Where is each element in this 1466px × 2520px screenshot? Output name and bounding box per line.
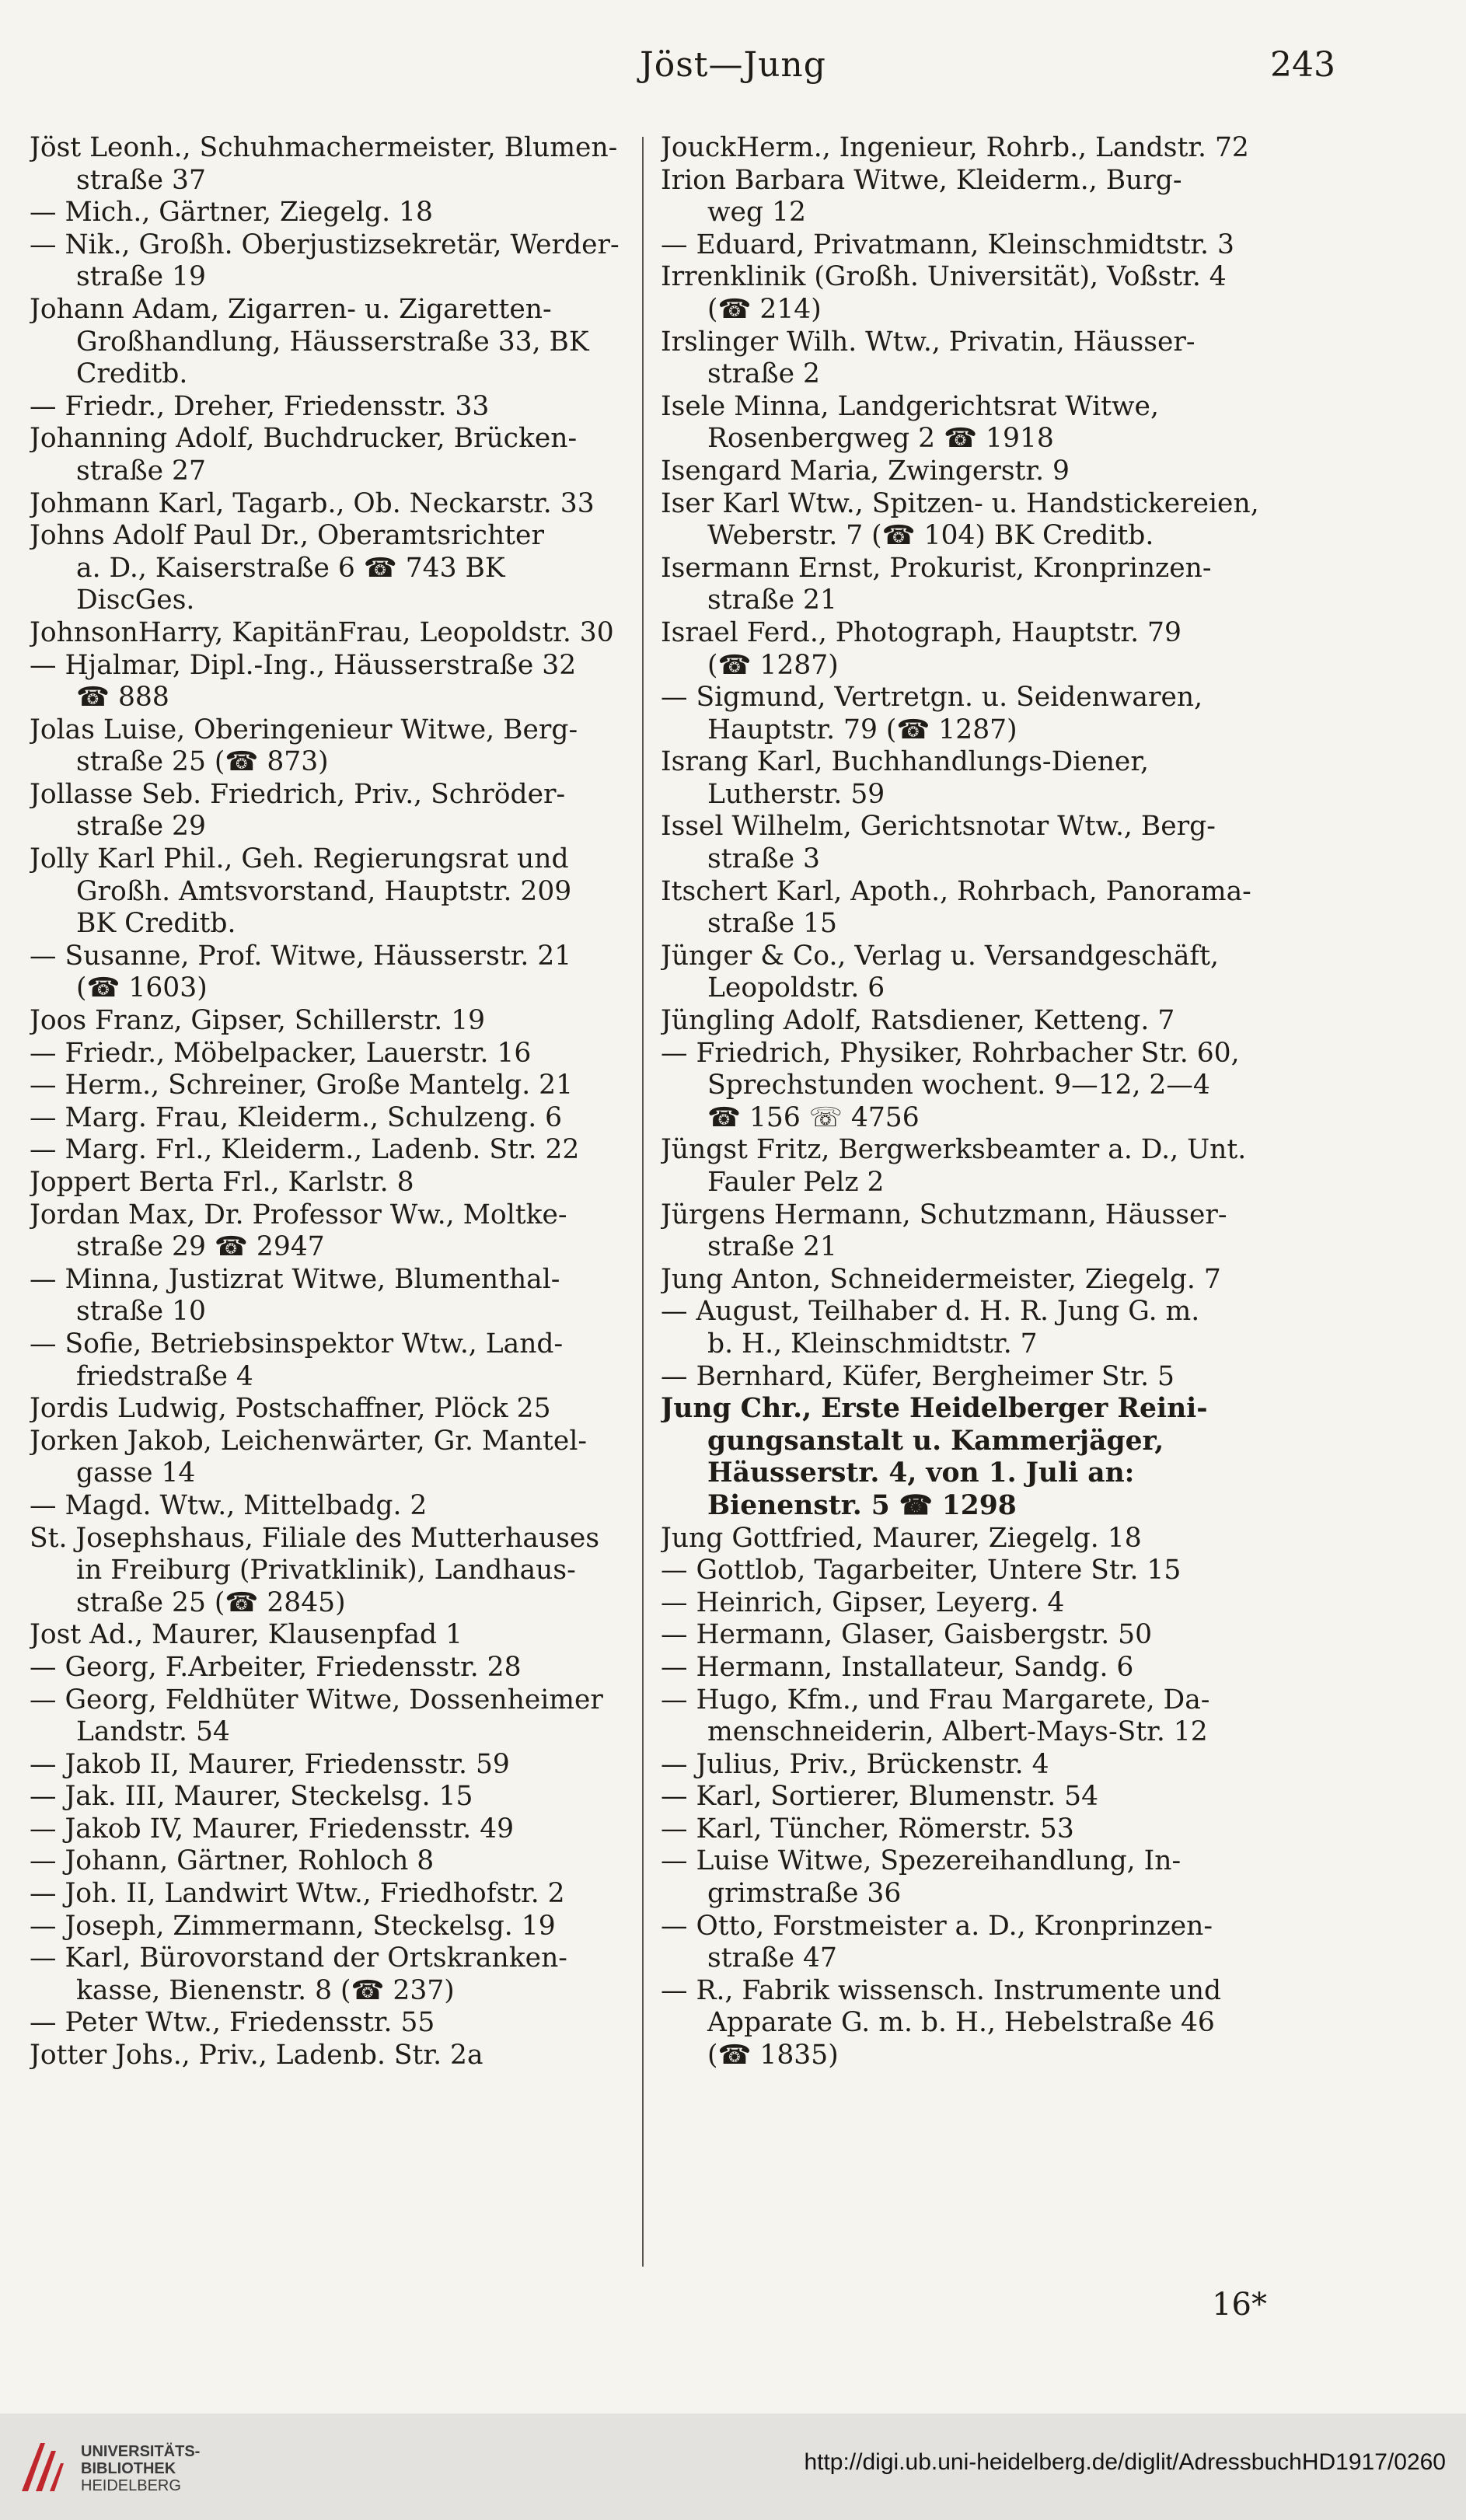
entry-continuation-line: Lutherstr. 59 — [707, 778, 885, 810]
directory-entry-line: — Hermann, Installateur, Sandg. 6 — [661, 1651, 1134, 1683]
directory-entry-line: Israel Ferd., Photograph, Hauptstr. 79 — [661, 616, 1182, 648]
directory-entry-line: — Sofie, Betriebsinspektor Wtw., Land- — [30, 1328, 564, 1359]
directory-entry-line: — Friedr., Möbelpacker, Lauerstr. 16 — [30, 1037, 532, 1069]
directory-entry-line: — Friedr., Dreher, Friedensstr. 33 — [30, 390, 490, 422]
directory-entry-line: — Marg. Frl., Kleiderm., Ladenb. Str. 22 — [30, 1134, 580, 1166]
directory-entry-line: — Karl, Bürovorstand der Ortskranken- — [30, 1942, 567, 1974]
directory-entry-line: Joos Franz, Gipser, Schillerstr. 19 — [30, 1005, 486, 1037]
entry-continuation-line: Fauler Pelz 2 — [707, 1167, 885, 1198]
directory-entry-line: Jung Gottfried, Maurer, Ziegelg. 18 — [661, 1522, 1142, 1554]
directory-entry-line: Iser Karl Wtw., Spitzen- u. Handstickereien, — [661, 487, 1259, 519]
sheet-signature: 16* — [1212, 2287, 1267, 2323]
directory-entry-line: — Peter Wtw., Friedensstr. 55 — [30, 2007, 435, 2039]
directory-entry-line: Jüngst Fritz, Bergwerksbeamter a. D., Unt. — [661, 1134, 1247, 1166]
page-header — [0, 45, 1466, 95]
directory-entry-line: Jolly Karl Phil., Geh. Regierungsrat und — [30, 843, 569, 875]
directory-entry-line: Irion Barbara Witwe, Kleiderm., Burg- — [661, 164, 1182, 196]
directory-entry-line: — Mich., Gärtner, Ziegelg. 18 — [30, 197, 433, 229]
page-number: 243 — [1270, 45, 1335, 85]
directory-entry-line: Israng Karl, Buchhandlungs-Diener, — [661, 746, 1150, 778]
directory-entry-line: — Marg. Frau, Kleiderm., Schulzeng. 6 — [30, 1101, 563, 1133]
directory-entry-line: — Georg, F.Arbeiter, Friedensstr. 28 — [30, 1651, 522, 1683]
directory-entry-line: — Nik., Großh. Oberjustizsekretär, Werder- — [30, 229, 620, 260]
directory-entry-line: — Johann, Gärtner, Rohloch 8 — [30, 1845, 435, 1877]
column-divider — [642, 137, 644, 2267]
entry-continuation-line: straße 10 — [76, 1296, 206, 1328]
entry-continuation-line: straße 3 — [707, 843, 821, 875]
directory-entry-line: — Jak. III, Maurer, Steckelsg. 15 — [30, 1781, 473, 1813]
entry-continuation-line: straße 29 — [76, 811, 206, 843]
directory-entry-line: — Heinrich, Gipser, Leyerg. 4 — [661, 1586, 1065, 1618]
directory-entry-line: Johns Adolf Paul Dr., Oberamtsrichter — [30, 520, 544, 552]
entry-continuation-line: straße 21 — [707, 585, 837, 616]
directory-entry-line: — August, Teilhaber d. H. R. Jung G. m. — [661, 1296, 1200, 1328]
directory-entry-line: Johanning Adolf, Buchdrucker, Brücken- — [30, 423, 578, 455]
directory-entry-line: JohnsonHarry, KapitänFrau, Leopoldstr. 30 — [30, 616, 614, 648]
directory-entry-line: — Minna, Justizrat Witwe, Blumenthal- — [30, 1263, 560, 1295]
directory-entry-line: — Luise Witwe, Spezereihandlung, In- — [661, 1845, 1182, 1877]
entry-continuation-line: menschneiderin, Albert-Mays-Str. 12 — [707, 1716, 1208, 1748]
entry-continuation-line: gungsanstalt u. Kammerjäger, — [707, 1425, 1164, 1457]
directory-entry-line: Itschert Karl, Apoth., Rohrbach, Panorama- — [661, 875, 1251, 907]
directory-entry-line: — Otto, Forstmeister a. D., Kronprinzen- — [661, 1910, 1213, 1942]
directory-entry-line: — Joh. II, Landwirt Wtw., Friedhofstr. 2 — [30, 1878, 565, 1910]
right-column — [661, 132, 1259, 2072]
entry-continuation-line: straße 19 — [76, 261, 206, 293]
directory-entry-line: — Jakob II, Maurer, Friedensstr. 59 — [30, 1748, 510, 1780]
directory-entry-line: Isele Minna, Landgerichtsrat Witwe, — [661, 390, 1159, 422]
directory-entry-line: Jollasse Seb. Friedrich, Priv., Schröder- — [30, 778, 566, 810]
directory-entry-line: Issel Wilhelm, Gerichtsnotar Wtw., Berg- — [661, 811, 1216, 843]
directory-entry-line: Jung Anton, Schneidermeister, Ziegelg. 7 — [661, 1263, 1221, 1295]
logo-line-1: UNIVERSITÄTS- — [81, 2443, 201, 2460]
directory-entry-line: JouckHerm., Ingenieur, Rohrb., Landstr. 72 — [661, 132, 1249, 163]
directory-entry-line: — Joseph, Zimmermann, Steckelsg. 19 — [30, 1910, 556, 1942]
logo-line-3: HEIDELBERG — [81, 2477, 181, 2494]
entry-continuation-line: straße 27 — [76, 455, 206, 487]
directory-entry-line: Joppert Berta Frl., Karlstr. 8 — [30, 1167, 414, 1198]
directory-entry-line: — Karl, Sortierer, Blumenstr. 54 — [661, 1781, 1099, 1813]
directory-entry-line: — Magd. Wtw., Mittelbadg. 2 — [30, 1489, 428, 1521]
directory-entry-line: Isermann Ernst, Prokurist, Kronprinzen- — [661, 552, 1212, 584]
entry-continuation-line: (☎ 1603) — [76, 972, 208, 1004]
entry-continuation-line: straße 37 — [76, 164, 206, 196]
entry-continuation-line: ☎ 156 ☏ 4756 — [707, 1101, 920, 1133]
directory-entry-line: Irslinger Wilh. Wtw., Privatin, Häusser- — [661, 326, 1195, 358]
directory-entry-line: — Gottlob, Tagarbeiter, Untere Str. 15 — [661, 1555, 1182, 1586]
entry-continuation-line: Creditb. — [76, 358, 188, 390]
directory-entry-line: Jüngling Adolf, Ratsdiener, Ketteng. 7 — [661, 1005, 1175, 1037]
directory-entry-line: — Jakob IV, Maurer, Friedensstr. 49 — [30, 1813, 515, 1845]
entry-continuation-line: Leopoldstr. 6 — [707, 972, 885, 1004]
directory-entry-line: Jost Ad., Maurer, Klausenpfad 1 — [30, 1619, 463, 1651]
directory-entry-line: Johmann Karl, Tagarb., Ob. Neckarstr. 33 — [30, 487, 595, 519]
directory-entry-line: Irrenklinik (Großh. Universität), Voßstr. 4 — [661, 261, 1227, 293]
directory-entry-line: St. Josephshaus, Filiale des Mutterhauses — [30, 1522, 600, 1554]
directory-entry-line: — Eduard, Privatmann, Kleinschmidtstr. 3 — [661, 229, 1234, 260]
entry-continuation-line: straße 15 — [707, 908, 837, 940]
directory-entry-line: — Herm., Schreiner, Große Mantelg. 21 — [30, 1070, 574, 1101]
directory-entry-line: — Julius, Priv., Brückenstr. 4 — [661, 1748, 1049, 1780]
library-logo-icon — [17, 2437, 65, 2497]
entry-continuation-line: kasse, Bienenstr. 8 (☎ 237) — [76, 1974, 455, 2006]
directory-entry-line: — R., Fabrik wissensch. Instrumente und — [661, 1974, 1222, 2006]
directory-entry-line: Jung Chr., Erste Heidelberger Reini- — [661, 1393, 1208, 1425]
entry-continuation-line: DiscGes. — [76, 585, 195, 616]
directory-entry-line: Jürgens Hermann, Schutzmann, Häusser- — [661, 1199, 1227, 1230]
entry-continuation-line: Großh. Amtsvorstand, Hauptstr. 209 — [76, 875, 572, 907]
entry-continuation-line: Apparate G. m. b. H., Hebelstraße 46 — [707, 2007, 1215, 2039]
directory-entry-line: Jolas Luise, Oberingenieur Witwe, Berg- — [30, 714, 578, 745]
entry-continuation-line: Hauptstr. 79 (☎ 1287) — [707, 714, 1017, 745]
directory-entry-line: — Georg, Feldhüter Witwe, Dossenheimer — [30, 1684, 603, 1715]
footer-bar — [0, 2414, 1466, 2520]
entry-continuation-line: in Freiburg (Privatklinik), Landhaus- — [76, 1555, 576, 1586]
directory-entry-line: Jordan Max, Dr. Professor Ww., Moltke- — [30, 1199, 567, 1230]
entry-continuation-line: BK Creditb. — [76, 908, 236, 940]
running-title: Jöst—Jung — [640, 45, 826, 85]
source-url-link[interactable]: http://digi.ub.uni-heidelberg.de/diglit/AdressbuchHD1917/0260 — [804, 2449, 1446, 2475]
directory-entry-line: Isengard Maria, Zwingerstr. 9 — [661, 455, 1070, 487]
directory-entry-line: — Susanne, Prof. Witwe, Häusserstr. 21 — [30, 940, 572, 972]
entry-continuation-line: ☎ 888 — [76, 682, 169, 714]
directory-entry-line: Jorken Jakob, Leichenwärter, Gr. Mantel- — [30, 1425, 588, 1457]
directory-entry-line: — Hugo, Kfm., und Frau Margarete, Da- — [661, 1684, 1210, 1715]
entry-continuation-line: straße 29 ☎ 2947 — [76, 1231, 325, 1263]
entry-continuation-line: straße 25 (☎ 873) — [76, 746, 329, 778]
entry-continuation-line: b. H., Kleinschmidtstr. 7 — [707, 1328, 1038, 1359]
entry-continuation-line: gasse 14 — [76, 1457, 196, 1489]
entry-continuation-line: straße 25 (☎ 2845) — [76, 1586, 346, 1618]
entry-continuation-line: Großhandlung, Häusserstraße 33, BK — [76, 326, 589, 358]
entry-continuation-line: friedstraße 4 — [76, 1360, 253, 1392]
directory-entry-line: Jotter Johs., Priv., Ladenb. Str. 2a — [30, 2040, 483, 2071]
entry-continuation-line: (☎ 1835) — [707, 2040, 839, 2071]
directory-entry-line: Johann Adam, Zigarren- u. Zigaretten- — [30, 293, 552, 325]
entry-continuation-line: Rosenbergweg 2 ☎ 1918 — [707, 423, 1054, 455]
directory-entry-line: — Sigmund, Vertretgn. u. Seidenwaren, — [661, 682, 1203, 714]
entry-continuation-line: weg 12 — [707, 197, 806, 229]
directory-entry-line: — Hermann, Glaser, Gaisbergstr. 50 — [661, 1619, 1153, 1651]
directory-entry-line: — Karl, Tüncher, Römerstr. 53 — [661, 1813, 1074, 1845]
left-column — [30, 132, 628, 2072]
entry-continuation-line: (☎ 1287) — [707, 649, 839, 681]
directory-entry-line: — Friedrich, Physiker, Rohrbacher Str. 60, — [661, 1037, 1240, 1069]
entry-continuation-line: a. D., Kaiserstraße 6 ☎ 743 BK — [76, 552, 505, 584]
entry-continuation-line: Häusserstr. 4, von 1. Juli an: — [707, 1457, 1135, 1489]
entry-continuation-line: Sprechstunden wochent. 9—12, 2—4 — [707, 1070, 1210, 1101]
entry-continuation-line: grimstraße 36 — [707, 1878, 902, 1910]
entry-continuation-line: (☎ 214) — [707, 293, 822, 325]
entry-continuation-line: straße 21 — [707, 1231, 837, 1263]
entry-continuation-line: Landstr. 54 — [76, 1716, 230, 1748]
entry-continuation-line: straße 47 — [707, 1942, 837, 1974]
logo-line-2: BIBLIOTHEK — [81, 2460, 176, 2477]
directory-entry-line: Jöst Leonh., Schuhmachermeister, Blumen- — [30, 132, 618, 163]
directory-entry-line: — Bernhard, Küfer, Bergheimer Str. 5 — [661, 1360, 1175, 1392]
entry-continuation-line: straße 2 — [707, 358, 821, 390]
directory-entry-line: Jordis Ludwig, Postschaffner, Plöck 25 — [30, 1393, 551, 1425]
entry-continuation-line: Weberstr. 7 (☎ 104) BK Creditb. — [707, 520, 1154, 552]
entry-continuation-line: Bienenstr. 5 ☎ 1298 — [707, 1489, 1017, 1521]
directory-entry-line: Jünger & Co., Verlag u. Versandgeschäft, — [661, 940, 1219, 972]
library-logo-text — [81, 2443, 200, 2494]
directory-entry-line: — Hjalmar, Dipl.-Ing., Häusserstraße 32 — [30, 649, 577, 681]
